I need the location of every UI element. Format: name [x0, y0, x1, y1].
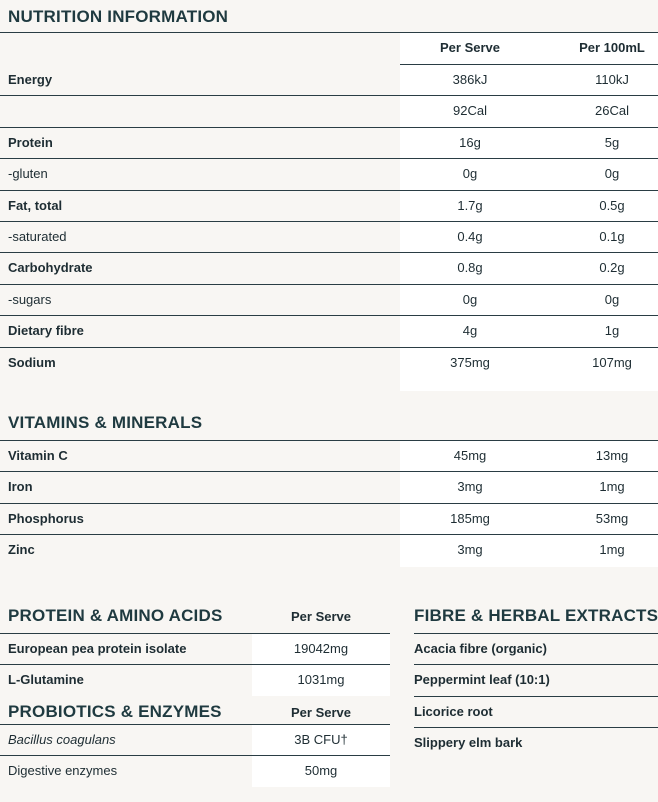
per-100ml-value: 13mg: [595, 448, 629, 463]
col-header-per-100ml: Per 100mL: [579, 40, 645, 55]
nutrient-label: Fat, total: [8, 197, 63, 213]
herbal-ingredient-label: Slippery elm bark: [414, 735, 523, 751]
protein-amino-title: PROTEIN & AMINO ACIDS: [8, 606, 223, 625]
nutrition-title: NUTRITION INFORMATION: [8, 7, 229, 26]
vitamin-label: Phosphorus: [8, 510, 84, 526]
per-100ml-value: 0.1g: [599, 229, 625, 244]
fibre-herbal-title: FIBRE & HERBAL EXTRACTS: [414, 606, 658, 625]
row-divider: [0, 503, 658, 504]
per-serve-value: 92Cal: [453, 103, 487, 119]
protein-col-header-per-serve: Per Serve: [291, 609, 351, 624]
ingredient-label: L-Glutamine: [8, 672, 84, 688]
nutrient-label: -gluten: [8, 166, 48, 182]
per-100ml-value: 0g: [604, 166, 620, 182]
herbal-ingredient-label: Licorice root: [414, 703, 493, 719]
col-header-per-serve: Per Serve: [440, 40, 500, 55]
per-100ml-value: 110kJ: [595, 72, 629, 87]
probiotics-title: PROBIOTICS & ENZYMES: [8, 701, 222, 721]
per-serve-value: 45mg: [453, 448, 487, 463]
nutrient-label: Sodium: [8, 354, 56, 370]
row-divider: [414, 664, 658, 665]
herbal-ingredient-label: Peppermint leaf (10:1): [414, 672, 550, 688]
nutrient-label: Dietary fibre: [8, 323, 84, 339]
nutrient-label: Carbohydrate: [8, 260, 93, 276]
row-divider: [414, 696, 658, 697]
ingredient-value: 1031mg: [297, 672, 345, 688]
per-100ml-value: 26Cal: [595, 103, 629, 119]
column-header-rule: [400, 64, 658, 65]
per-100ml-value: 0.2g: [599, 260, 625, 276]
nutrient-label: -sugars: [8, 291, 52, 307]
per-serve-value: 386kJ: [452, 72, 488, 87]
per-100ml-value: 0g: [604, 291, 620, 307]
row-divider: [0, 158, 658, 159]
fibre-title-rule: [414, 633, 658, 634]
per-100ml-value: 0.5g: [599, 197, 625, 213]
per-serve-value: 16g: [459, 134, 481, 150]
row-divider: [0, 190, 658, 191]
row-divider: [0, 534, 658, 535]
per-100ml-value: 1g: [604, 323, 620, 339]
herbal-ingredient-label: Acacia fibre (organic): [414, 641, 547, 656]
ingredient-value: 19042mg: [293, 641, 349, 656]
per-serve-value: 185mg: [450, 510, 490, 526]
per-serve-value: 0.4g: [457, 229, 483, 244]
row-divider: [0, 347, 658, 348]
per-100ml-value: 5g: [604, 134, 620, 150]
row-divider: [0, 252, 658, 253]
probiotics-col-header-per-serve: Per Serve: [291, 704, 351, 720]
ingredient-label: European pea protein isolate: [8, 641, 187, 656]
per-serve-value: 4g: [462, 323, 478, 339]
row-divider: [0, 127, 658, 128]
vitamins-title: VITAMINS & MINERALS: [8, 413, 203, 432]
ingredient-value: 3B CFU†: [294, 731, 348, 747]
nutrient-label: Energy: [8, 72, 53, 87]
row-divider: [0, 471, 658, 472]
ingredient-value: 50mg: [304, 763, 338, 779]
per-serve-value: 3mg: [457, 479, 483, 495]
ingredient-label: Digestive enzymes: [8, 763, 118, 779]
row-divider: [0, 315, 658, 316]
nutrient-label: -saturated: [8, 229, 67, 244]
row-divider: [414, 727, 658, 728]
per-serve-value: 0g: [462, 166, 478, 182]
ingredient-label: Bacillus coagulans: [8, 731, 116, 747]
per-100ml-value: 1mg: [599, 479, 625, 495]
row-divider: [0, 95, 658, 96]
per-100ml-value: 107mg: [592, 354, 632, 370]
per-serve-value: 1.7g: [457, 197, 483, 213]
per-100ml-value: 1mg: [599, 542, 625, 558]
vitamin-label: Iron: [8, 479, 33, 495]
per-serve-value: 3mg: [457, 542, 483, 558]
row-divider: [0, 284, 658, 285]
vitamin-label: Vitamin C: [8, 448, 68, 463]
row-divider: [0, 664, 390, 665]
nutrient-label: Protein: [8, 134, 53, 150]
per-serve-value: 0g: [462, 291, 478, 307]
row-divider: [0, 221, 658, 222]
per-serve-value: 0.8g: [457, 260, 483, 276]
per-serve-value: 375mg: [450, 354, 490, 370]
per-100ml-value: 53mg: [595, 510, 629, 526]
vitamin-label: Zinc: [8, 542, 35, 558]
row-divider: [0, 755, 390, 756]
